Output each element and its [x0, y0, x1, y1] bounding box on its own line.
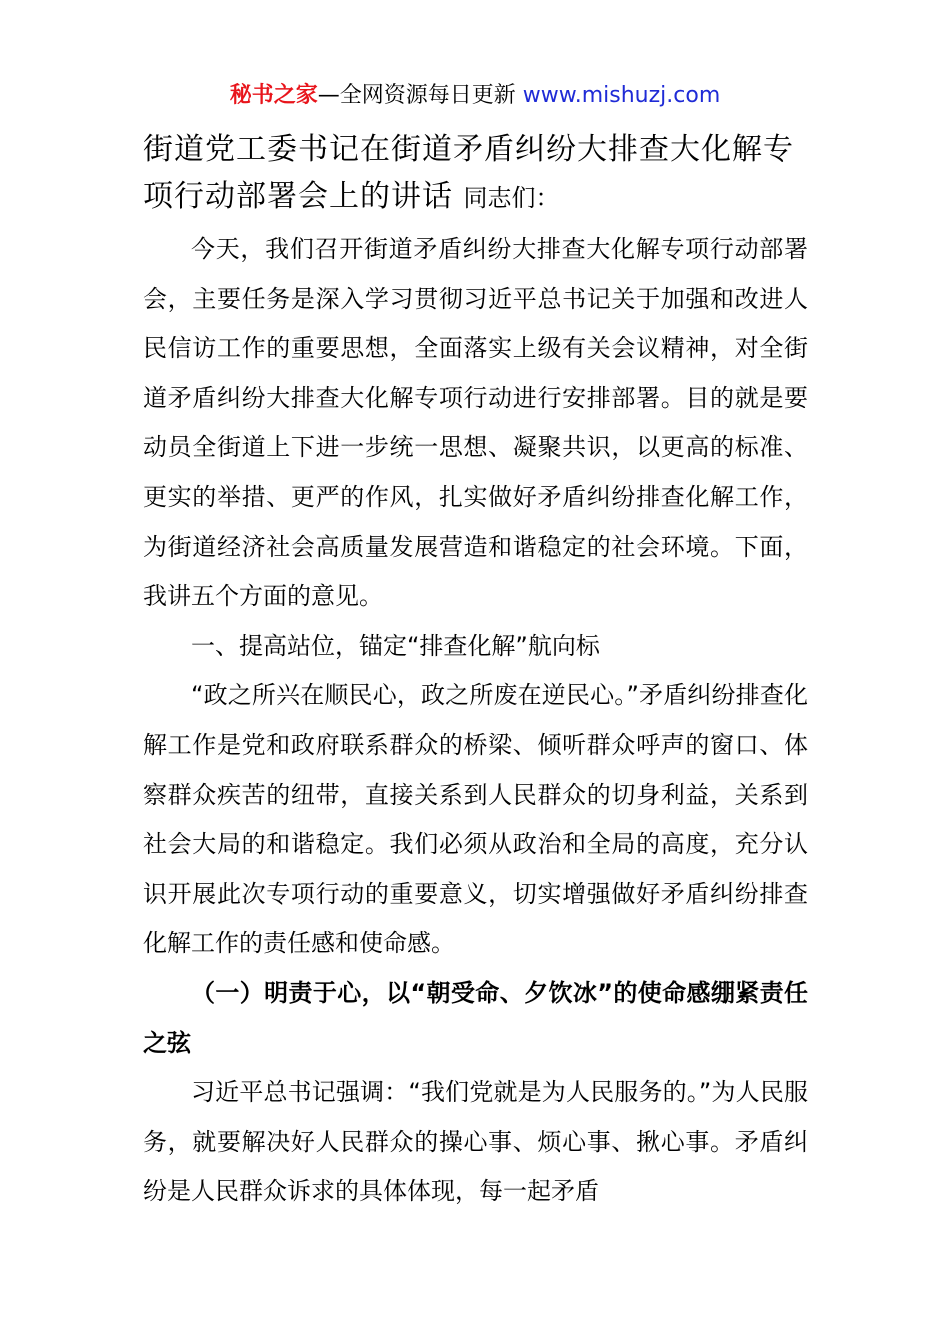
speech-title: 街道党工委书记在街道矛盾纠纷大排查大化解专项行动部署会上的讲话: [143, 132, 794, 214]
paragraph-intro: 今天，我们召开街道矛盾纠纷大排查大化解专项行动部署会，主要任务是深入学习贯彻习近平总书记关于加强和改进人民信访工作的重要思想，全面落实上级有关会议精神，对全街道矛盾纠纷大排查大化解专项行动进行安排部署。目的就是要动员全街道上下进一步统一思想、凝聚共识，以更高的标准、更实的举措、更严的作风，扎实做好矛盾纠纷排查化解工作，为街道经济社会高质量发展营造和谐稳定的社会环境。下面，我讲五个方面的意见。: [143, 235, 808, 611]
site-brand: 秘书之家: [229, 83, 318, 108]
site-header: [0, 78, 950, 114]
site-url-link[interactable]: www.mishuzj.com: [522, 83, 721, 108]
site-tagline: —全网资源每日更新: [317, 83, 523, 108]
subsection-heading-1: （一）明责于心，以“朝受命、夕饮冰”的使命感绷紧责任之弦: [143, 978, 808, 1057]
speech-body: [143, 225, 808, 1217]
section-heading-1: 一、提高站位，锚定“排查化解”航向标: [191, 631, 600, 660]
paragraph-section-1: “政之所兴在顺民心，政之所废在逆民心。”矛盾纠纷排查化解工作是党和政府联系群众的桥梁、倾听群众呼声的窗口、体察群众疾苦的纽带，直接关系到人民群众的切身利益，关系到社会大局的和谐稳定。我们必须从政治和全局的高度，充分认识开展此次专项行动的重要意义，切实增强做好矛盾纠纷排查化解工作的责任感和使命感。: [143, 681, 808, 958]
speech-title-block: [143, 126, 823, 222]
greeting: 同志们：: [463, 184, 560, 212]
paragraph-subsection-1: 习近平总书记强调：“我们党就是为人民服务的。”为人民服务，就要解决好人民群众的操心事、烦心事、揪心事。矛盾纠纷是人民群众诉求的具体体现，每一起矛盾: [143, 1078, 808, 1206]
